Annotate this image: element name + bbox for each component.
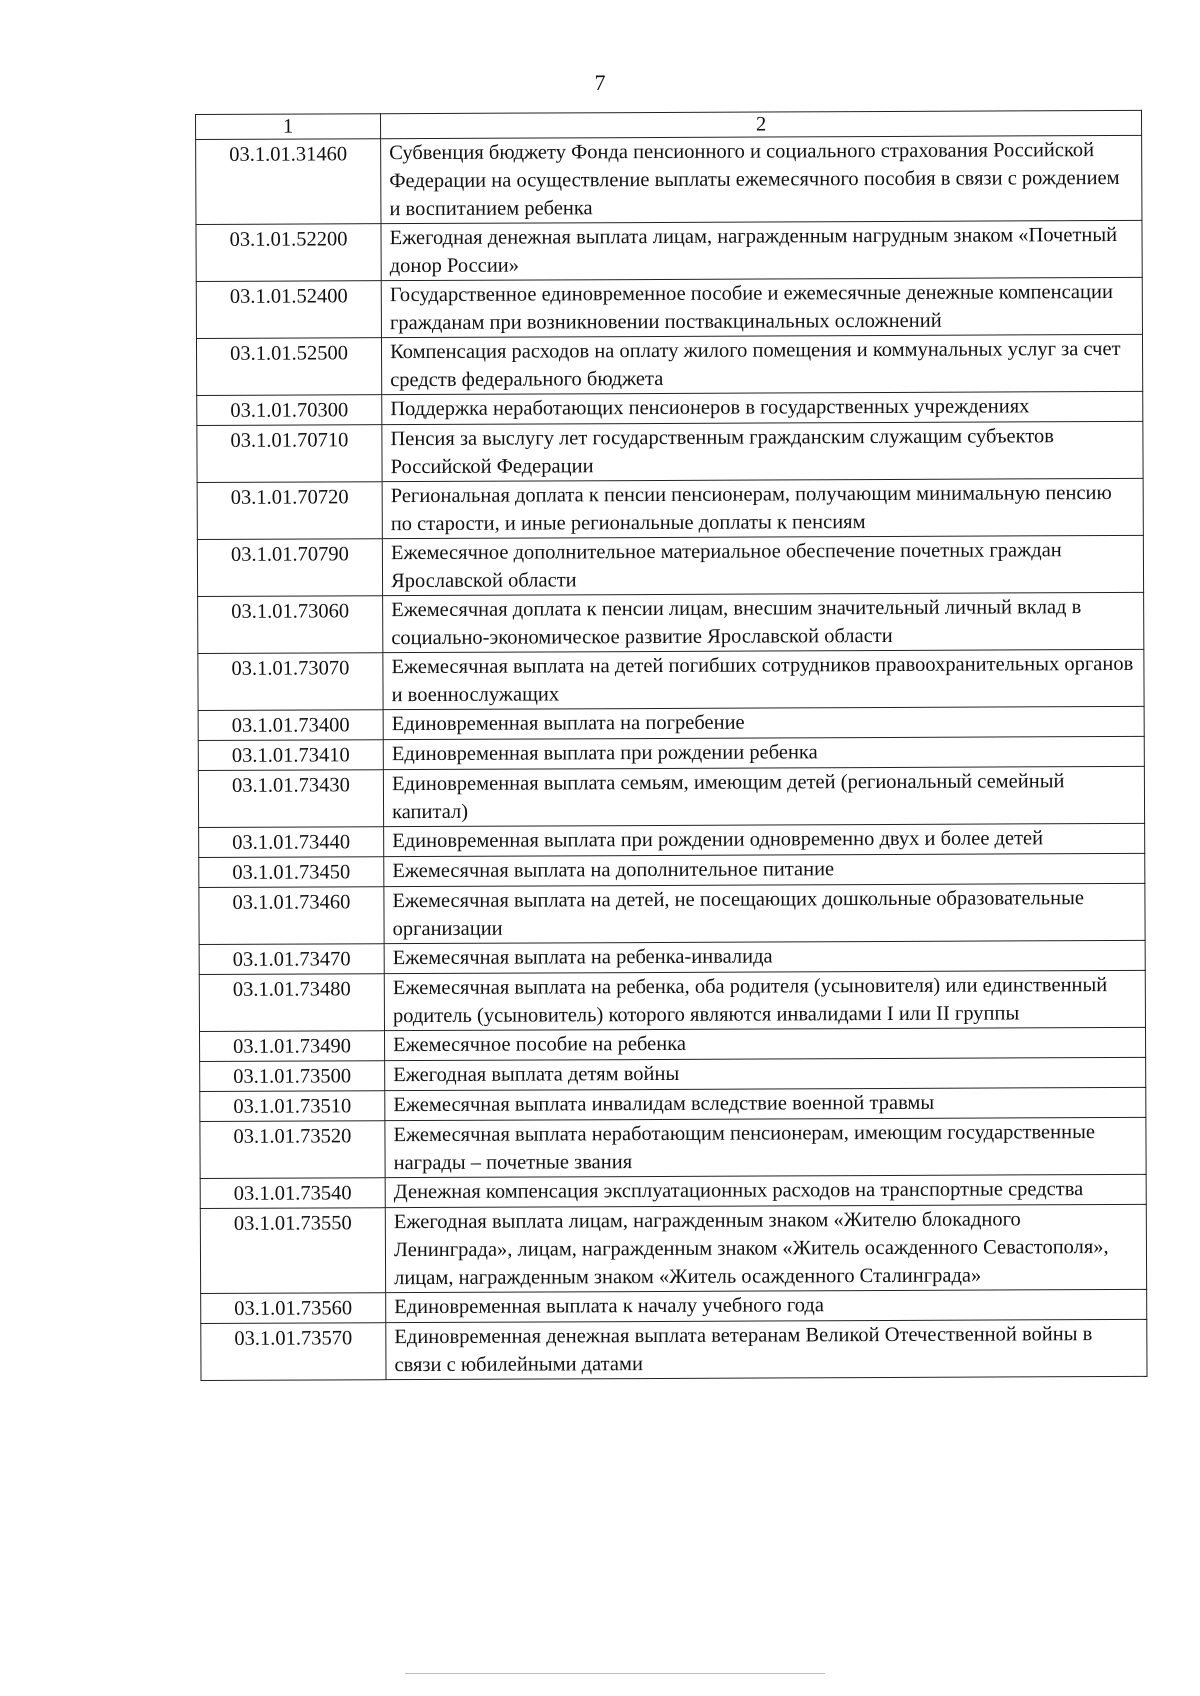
table-row [199, 853, 1145, 887]
budget-code-cell: 03.1.01.70790 [197, 539, 382, 597]
budget-code-cell: 03.1.01.73460 [199, 887, 384, 945]
budget-code-cell: 03.1.01.73410 [198, 740, 383, 771]
table-row [197, 478, 1143, 539]
budget-codes-table [195, 110, 1148, 1381]
description-cell: Пенсия за выслугу лет государственным гражданским служащим субъектов Российской Федерации [382, 421, 1143, 481]
description-cell: Денежная компенсация эксплуатационных расходов на транспортные средства [385, 1174, 1146, 1207]
page-number: 7 [594, 70, 606, 95]
budget-code-cell: 03.1.01.73490 [200, 1031, 385, 1062]
budget-code-cell: 03.1.01.73560 [201, 1293, 386, 1324]
description-cell: Ежемесячная выплата неработающим пенсионерам, имеющим государственные награды – почетные звания [385, 1117, 1146, 1177]
table-row [200, 1117, 1146, 1178]
table-row [198, 706, 1144, 740]
budget-code-cell: 03.1.01.70720 [197, 482, 382, 540]
budget-code-cell: 03.1.01.52500 [196, 338, 381, 396]
description-cell: Ежемесячная доплата к пенсии лицам, внесшим значительный личный вклад в социально-экономическое развитие Ярославской области [383, 592, 1144, 652]
budget-code-cell: 03.1.01.73430 [198, 770, 383, 828]
description-cell: Государственное единовременное пособие и ежемесячные денежные компенсации гражданам при возникновении поствакцинальных осложнений [381, 277, 1142, 337]
budget-code-cell: 03.1.01.73500 [200, 1061, 385, 1092]
budget-code-cell: 03.1.01.73470 [199, 944, 384, 975]
table-row [196, 220, 1142, 281]
table-row [199, 970, 1145, 1031]
budget-code-cell: 03.1.01.73520 [200, 1121, 385, 1179]
table-row [200, 1087, 1146, 1121]
budget-code-cell: 03.1.01.73450 [199, 857, 384, 888]
budget-code-cell: 03.1.01.70300 [197, 395, 382, 426]
description-cell: Ежемесячная выплата на ребенка-инвалида [384, 940, 1145, 973]
description-cell: Ежемесячная выплата на дополнительное питание [384, 853, 1145, 886]
table-body [196, 135, 1147, 1380]
budget-code-cell: 03.1.01.70710 [197, 425, 382, 483]
description-cell: Компенсация расходов на оплату жилого помещения и коммунальных услуг за счет средств федерального бюджета [381, 334, 1142, 394]
budget-code-cell: 03.1.01.52200 [196, 224, 381, 282]
budget-code-cell: 03.1.01.73540 [200, 1178, 385, 1209]
table-row [199, 940, 1145, 974]
table-row [198, 649, 1144, 710]
description-cell: Ежемесячное дополнительное материальное обеспечение почетных граждан Ярославской области [382, 535, 1143, 595]
budget-code-cell: 03.1.01.73480 [199, 974, 384, 1032]
table-row [197, 535, 1143, 596]
table-row [199, 883, 1145, 944]
budget-code-cell: 03.1.01.73440 [199, 827, 384, 858]
table-row [196, 135, 1142, 224]
budget-code-cell: 03.1.01.31460 [196, 139, 381, 225]
budget-code-cell: 03.1.01.73550 [200, 1208, 385, 1294]
budget-code-cell: 03.1.01.73570 [201, 1323, 386, 1381]
description-cell: Ежемесячная выплата инвалидам вследствие военной травмы [385, 1087, 1146, 1120]
budget-code-cell: 03.1.01.52400 [196, 281, 381, 339]
description-cell: Региональная доплата к пенсии пенсионерам, получающим минимальную пенсию по старости, и иные региональные доплаты к пенсиям [382, 478, 1143, 538]
table-row [200, 1027, 1146, 1061]
column-header-description: 2 [381, 110, 1142, 138]
description-cell: Единовременная выплата к началу учебного года [386, 1289, 1147, 1322]
description-cell: Единовременная выплата при рождении одновременно двух и более детей [384, 823, 1145, 856]
description-cell: Единовременная выплата семьям, имеющим детей (региональный семейный капитал) [383, 766, 1144, 826]
table-row [197, 421, 1143, 482]
table-row [200, 1057, 1146, 1091]
table-row [199, 823, 1145, 857]
description-cell: Ежегодная выплата лицам, награжденным знаком «Жителю блокадного Ленинграда», лицам, награжденным знаком «Житель осажденного Севастополя», лицам, награжденным знаком «Житель осажденного Сталинграда» [385, 1204, 1146, 1292]
table-row [197, 391, 1143, 425]
table-row [198, 766, 1144, 827]
description-cell: Ежегодная выплата детям войны [385, 1057, 1146, 1090]
table-row [198, 736, 1144, 770]
table-row [200, 1204, 1146, 1293]
table-row [198, 592, 1144, 653]
table-row [201, 1319, 1147, 1380]
description-cell: Ежемесячная выплата на детей, не посещающих дошкольные образовательные организации [384, 883, 1145, 943]
description-cell: Единовременная денежная выплата ветеранам Великой Отечественной войны в связи с юбилейными датами [386, 1319, 1147, 1379]
description-cell: Субвенция бюджету Фонда пенсионного и социального страхования Российской Федерации на осуществление выплаты ежемесячного пособия в связи с рождением и воспитанием ребенка [381, 135, 1142, 223]
description-cell: Ежемесячное пособие на ребенка [385, 1027, 1146, 1060]
budget-code-cell: 03.1.01.73070 [198, 653, 383, 711]
description-cell: Единовременная выплата на погребение [383, 706, 1144, 739]
table-row [201, 1289, 1147, 1323]
table-row [196, 334, 1142, 395]
table-row [196, 277, 1142, 338]
footer-rule [405, 1673, 825, 1674]
description-cell: Ежемесячная выплата на детей погибших сотрудников правоохранительных органов и военнослужащих [383, 649, 1144, 709]
table-row [200, 1174, 1146, 1208]
budget-code-cell: 03.1.01.73400 [198, 710, 383, 741]
budget-code-cell: 03.1.01.73510 [200, 1091, 385, 1122]
description-cell: Ежемесячная выплата на ребенка, оба родителя (усыновителя) или единственный родитель (усыновитель) которого являются инвалидами I или II группы [384, 970, 1145, 1030]
column-header-code: 1 [196, 114, 381, 140]
description-cell: Единовременная выплата при рождении ребенка [383, 736, 1144, 769]
budget-code-cell: 03.1.01.73060 [198, 596, 383, 654]
description-cell: Поддержка неработающих пенсионеров в государственных учреждениях [382, 391, 1143, 424]
description-cell: Ежегодная денежная выплата лицам, награжденным нагрудным знаком «Почетный донор России» [381, 220, 1142, 280]
